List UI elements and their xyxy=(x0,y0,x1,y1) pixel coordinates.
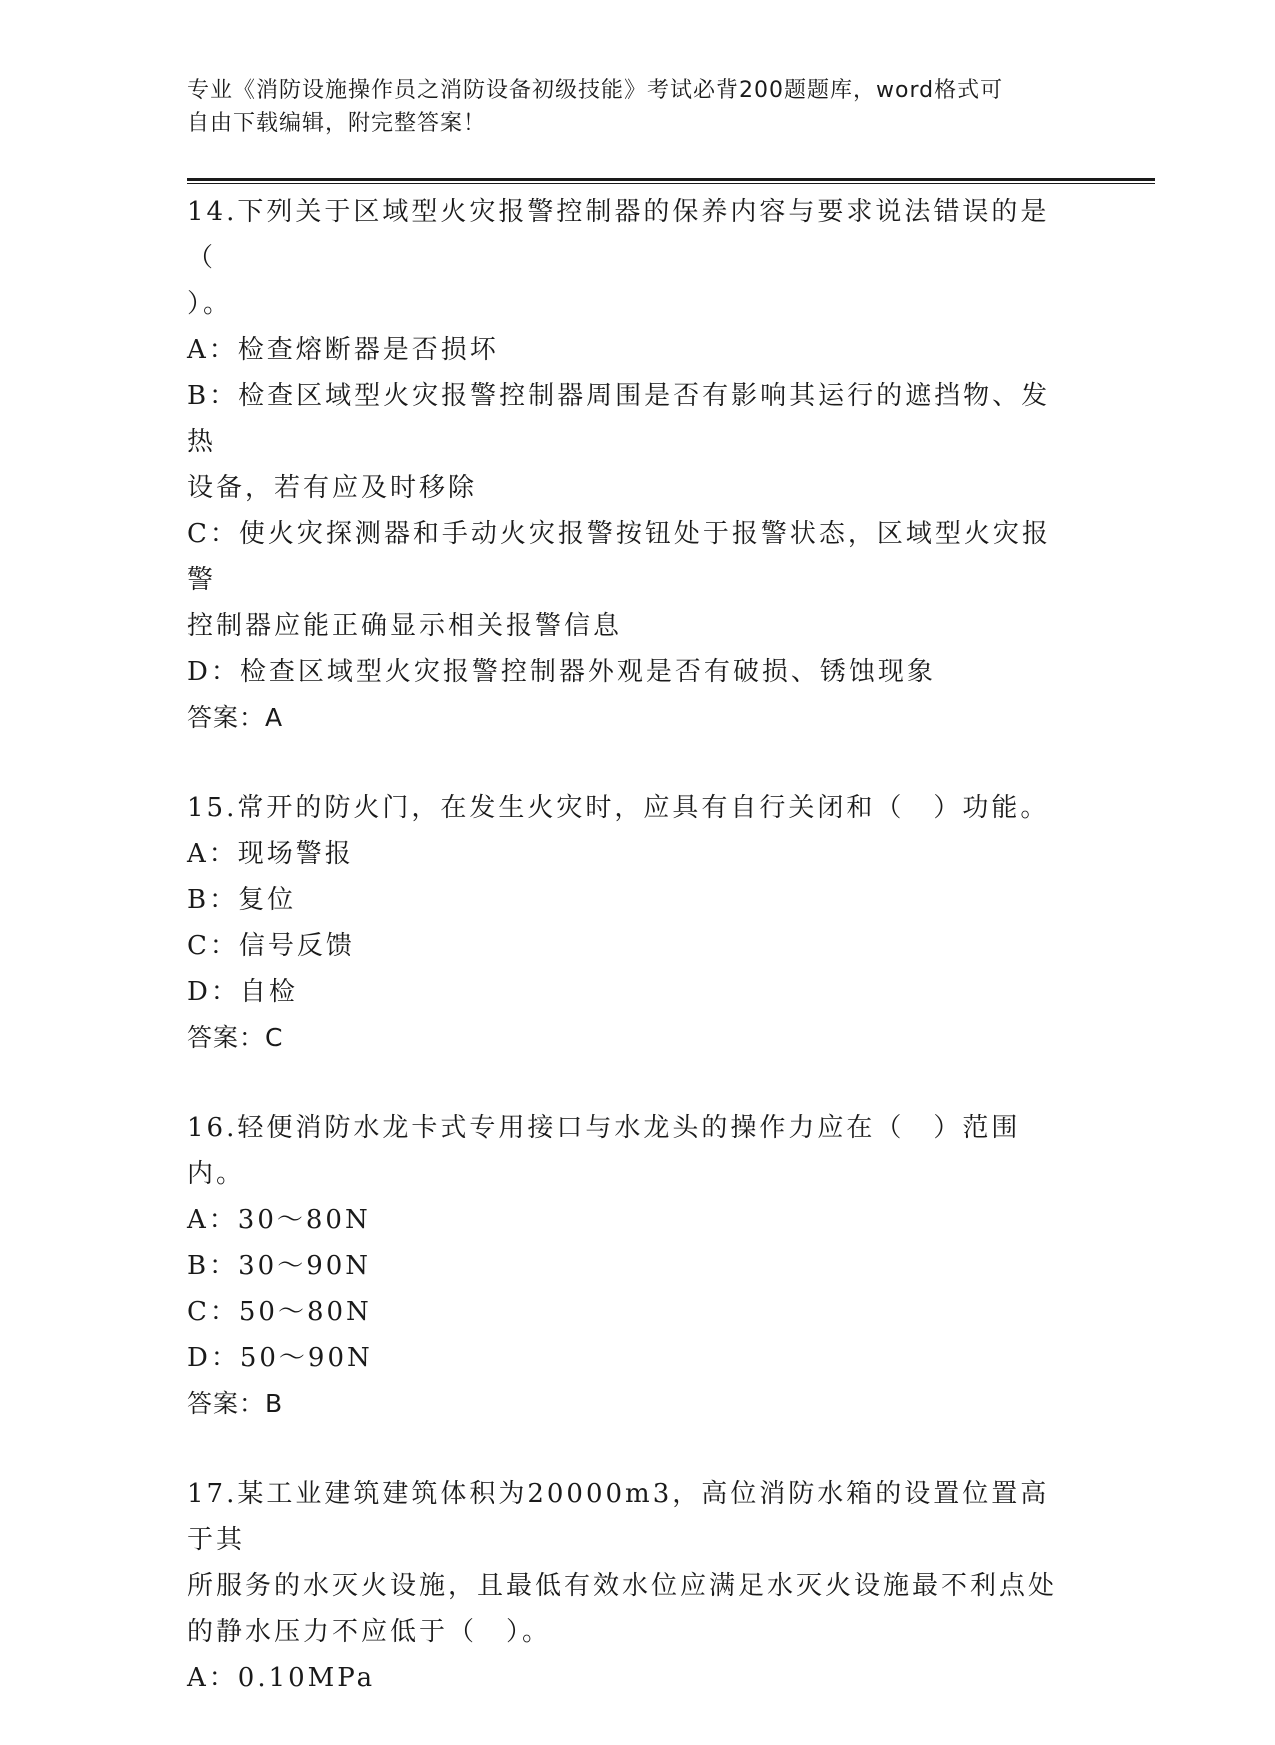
question-stem-line: 16.轻便消防水龙卡式专用接口与水龙头的操作力应在（ ）范围内。 xyxy=(187,1113,1021,1189)
answer-option xyxy=(187,877,1077,923)
correct-answer: 答案：C xyxy=(187,1023,284,1052)
answer-option xyxy=(187,969,1077,1015)
header-line-1: 专业《消防设施操作员之消防设备初级技能》考试必背200题题库，word格式可 xyxy=(187,78,1004,103)
question-block xyxy=(187,1105,1077,1427)
answer-option xyxy=(187,1335,1077,1381)
header-divider-thin xyxy=(187,183,1155,184)
answer-option-line: D：50～90N xyxy=(187,1343,373,1373)
correct-answer: 答案：B xyxy=(187,1389,284,1418)
answer-option-line: D：自检 xyxy=(187,977,298,1007)
correct-answer: 答案：A xyxy=(187,703,284,732)
question-stem-line: 15.常开的防火门，在发生火灾时，应具有自行关闭和（ ）功能。 xyxy=(187,793,1050,823)
question-block xyxy=(187,189,1077,741)
answer-option-line: B：复位 xyxy=(187,885,297,915)
question-stem-line: ）。 xyxy=(187,289,233,319)
header-line-2: 自由下载编辑，附完整答案！ xyxy=(187,111,487,136)
answer-option-line: A：0.10MPa xyxy=(187,1663,376,1693)
document-header xyxy=(187,74,1067,140)
answer-option-line: D：检查区域型火灾报警控制器外观是否有破损、锈蚀现象 xyxy=(187,657,936,687)
question-stem-line: 17.某工业建筑建筑体积为20000m3，高位消防水箱的设置位置高于其 xyxy=(187,1479,1050,1555)
answer-option xyxy=(187,831,1077,877)
answer-option xyxy=(187,1289,1077,1335)
question-stem-line: 14.下列关于区域型火灾报警控制器的保养内容与要求说法错误的是（ xyxy=(187,197,1050,273)
answer-option-line: B：30～90N xyxy=(187,1251,372,1281)
answer-option-line: C：50～80N xyxy=(187,1297,372,1327)
question-stem-line: 的静水压力不应低于（ ）。 xyxy=(187,1617,552,1647)
question-list xyxy=(187,189,1077,1745)
answer-option xyxy=(187,1197,1077,1243)
answer-option-line: C：信号反馈 xyxy=(187,931,355,961)
answer-option xyxy=(187,511,1077,649)
answer-option-line: 控制器应能正确显示相关报警信息 xyxy=(187,611,623,641)
question-block xyxy=(187,785,1077,1061)
answer-option-line: C：使火灾探测器和手动火灾报警按钮处于报警状态，区域型火灾报警 xyxy=(187,519,1051,595)
answer-option-line: A：检查熔断器是否损坏 xyxy=(187,335,499,365)
answer-option xyxy=(187,923,1077,969)
answer-option xyxy=(187,649,1077,695)
answer-option xyxy=(187,1655,1077,1701)
answer-option xyxy=(187,1243,1077,1289)
answer-option xyxy=(187,373,1077,511)
answer-option-line: B：检查区域型火灾报警控制器周围是否有影响其运行的遮挡物、发热 xyxy=(187,381,1051,457)
question-stem-line: 所服务的水灭火设施，且最低有效水位应满足水灭火设施最不利点处 xyxy=(187,1571,1058,1601)
header-divider-thick xyxy=(187,178,1155,181)
answer-option xyxy=(187,327,1077,373)
answer-option-line: A：30～80N xyxy=(187,1205,371,1235)
question-block xyxy=(187,1471,1077,1701)
answer-option-line: A：现场警报 xyxy=(187,839,354,869)
answer-option-line: 设备，若有应及时移除 xyxy=(187,473,478,503)
